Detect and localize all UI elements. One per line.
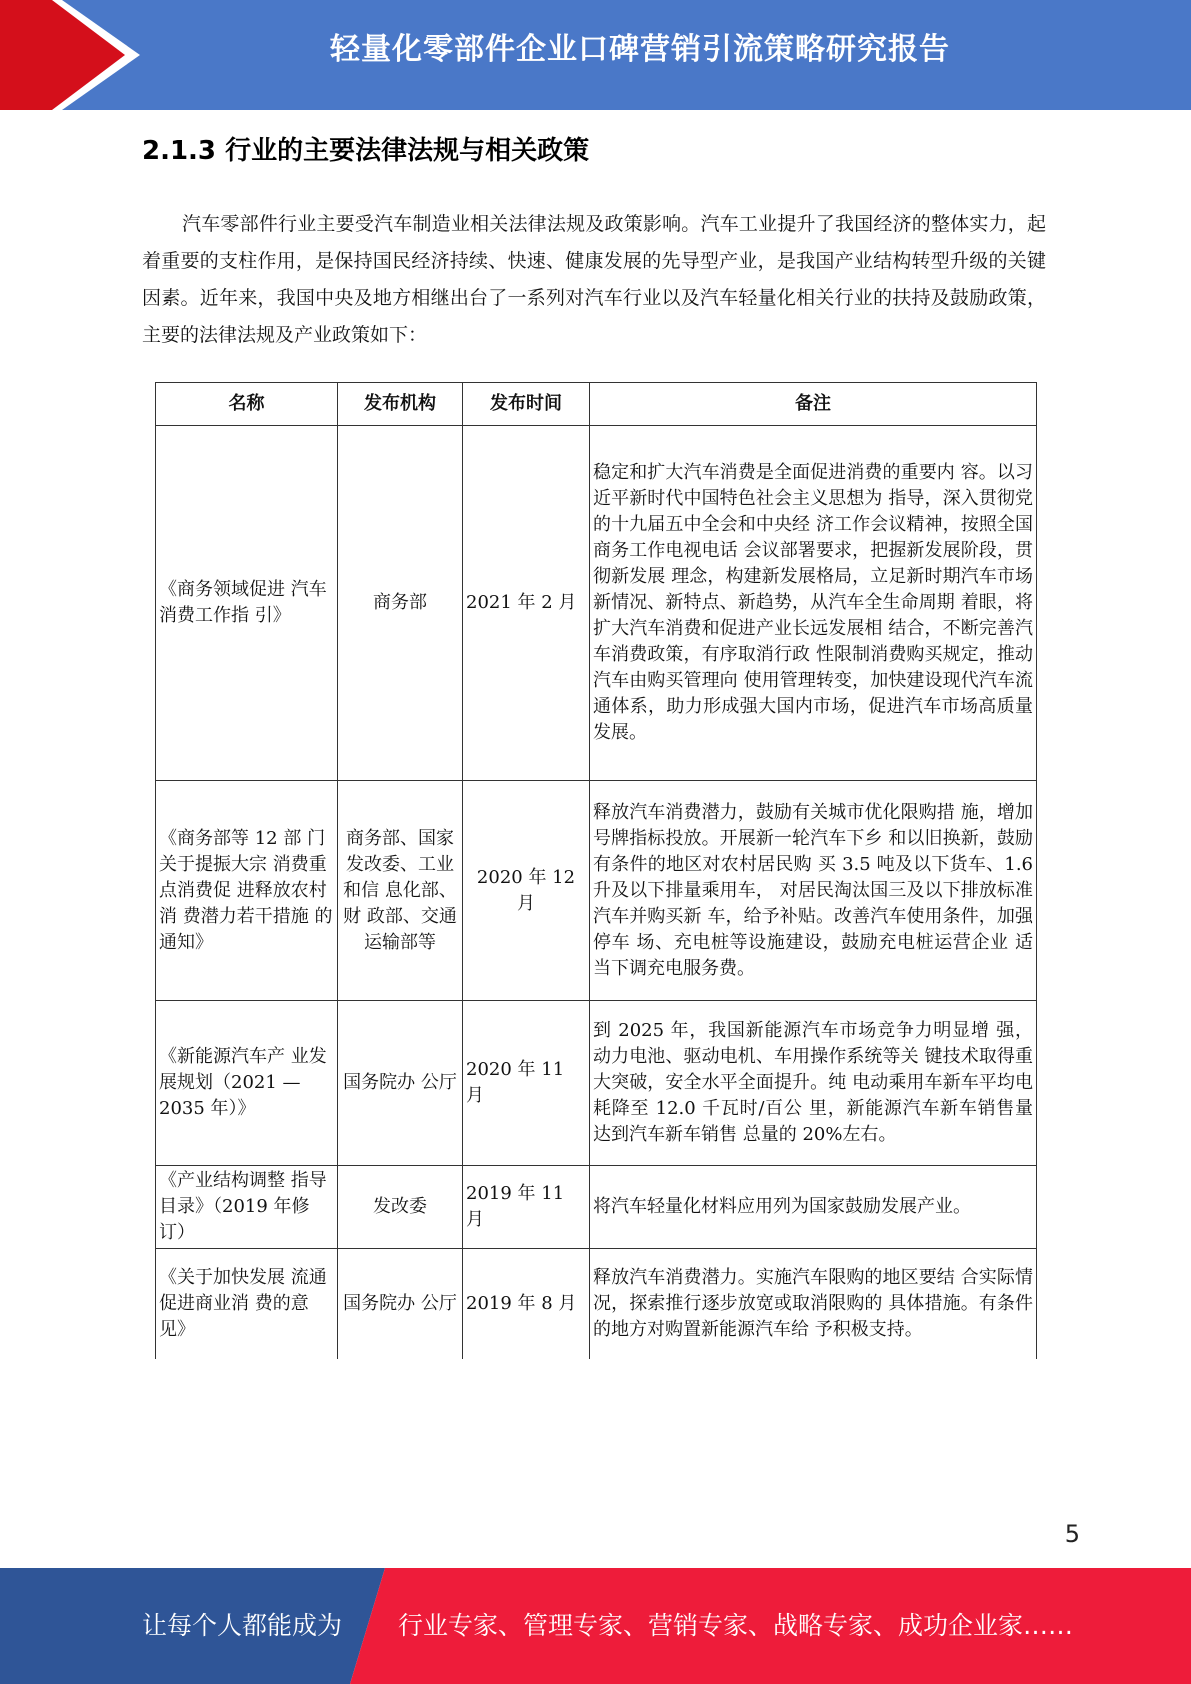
report-title: 轻量化零部件企业口碑营销引流策略研究报告 [330, 32, 950, 67]
cell-name: 《产业结构调整 指导目录》（2019 年修订） [156, 1166, 338, 1249]
cell-org: 发改委 [338, 1166, 463, 1249]
cell-date: 2021 年 2 月 [463, 426, 590, 781]
cell-date: 2020 年 11 月 [463, 1001, 590, 1166]
policy-table [155, 382, 1037, 1359]
intro-paragraph: 汽车零部件行业主要受汽车制造业相关法律法规及政策影响。汽车工业提升了我国经济的整体实力，起着重要的支柱作用，是保持国民经济持续、快速、健康发展的先导型产业，是我国产业结构转型升级的关键因素。近年来，我国中央及地方相继出台了一系列对汽车行业以及汽车轻量化相关行业的扶持及鼓励政策，主要的法律法规及产业政策如下： [142, 213, 1046, 346]
header-org: 发布机构 [338, 383, 463, 426]
header-note: 备注 [590, 383, 1037, 426]
header-band [0, 0, 1191, 110]
cell-org: 国务院办 公厅 [338, 1001, 463, 1166]
cell-name: 《商务领域促进 汽车消费工作指 引》 [156, 426, 338, 781]
cell-org: 商务部 [338, 426, 463, 781]
cell-note: 到 2025 年，我国新能源汽车市场竞争力明显增 强，动力电池、驱动电机、车用操作系统等关 键技术取得重大突破，安全水平全面提升。纯 电动乘用车新车平均电耗降至 12.0 千瓦时/百公 里，新能源汽车新车销售量达到汽车新车销售 总量的 20%左右。 [590, 1001, 1037, 1166]
table-row [156, 1166, 1037, 1249]
cell-org: 商务部、国家发改委、工业和信 息化部、财 政部、交通运输部等 [338, 781, 463, 1001]
table-row [156, 426, 1037, 781]
cell-note: 稳定和扩大汽车消费是全面促进消费的重要内 容。以习近平新时代中国特色社会主义思想为 指导，深入贯彻党的十九届五中全会和中央经 济工作会议精神，按照全国商务工作电视电话 会议部署要求，把握新发展阶段，贯彻新发展 理念，构建新发展格局，立足新时期汽车市场 新情况、新特点、新趋势，从汽车全生命周期 着眼，将扩大汽车消费和促进产业长远发展相 结合，不断完善汽车消费政策，有序取消行政 性限制消费购买规定，推动汽车由购买管理向 使用管理转变，加快建设现代汽车流通体系，助力形成强大国内市场，促进汽车市场高质量 发展。 [590, 426, 1037, 781]
cell-date: 2019 年 11 月 [463, 1166, 590, 1249]
header-date: 发布时间 [463, 383, 590, 426]
header-name: 名称 [156, 383, 338, 426]
cell-note: 将汽车轻量化材料应用列为国家鼓励发展产业。 [590, 1166, 1037, 1249]
cell-org: 国务院办 公厅 [338, 1249, 463, 1359]
footer-slogan-right: 行业专家、管理专家、营销专家、战略专家、成功企业家…… [398, 1611, 1074, 1640]
cell-name: 《新能源汽车产 业发展规划（2021 —2035 年）》 [156, 1001, 338, 1166]
cell-date: 2019 年 8 月 [463, 1249, 590, 1359]
table-row [156, 1249, 1037, 1359]
table-row [156, 781, 1037, 1001]
footer-slogan-left: 让每个人都能成为 [142, 1611, 343, 1640]
section-heading: 2.1.3 行业的主要法律法规与相关政策 [142, 136, 590, 166]
footer-band [0, 1568, 1191, 1684]
table-header-row [156, 383, 1037, 426]
header-chevron-icon [0, 0, 160, 110]
cell-note: 释放汽车消费潜力，鼓励有关城市优化限购措 施，增加号牌指标投放。开展新一轮汽车下乡 和以旧换新，鼓励有条件的地区对农村居民购 买 3.5 吨及以下货车、1.6 升及以下排量乘用车， 对居民淘汰国三及以下排放标准汽车并购买新 车，给予补贴。改善汽车使用条件，加强停车 场、充电桩等设施建设，鼓励充电桩运营企业 适当下调充电服务费。 [590, 781, 1037, 1001]
cell-name: 《商务部等 12 部 门关于提振大宗 消费重点消费促 进释放农村消 费潜力若干措施 的通知》 [156, 781, 338, 1001]
cell-date: 2020 年 12 月 [463, 781, 590, 1001]
cell-name: 《关于加快发展 流通促进商业消 费的意见》 [156, 1249, 338, 1359]
page-number: 5 [1064, 1520, 1080, 1548]
cell-note: 释放汽车消费潜力。实施汽车限购的地区要结 合实际情况，探索推行逐步放宽或取消限购的 具体措施。有条件的地方对购置新能源汽车给 予积极支持。 [590, 1249, 1037, 1359]
table-row [156, 1001, 1037, 1166]
